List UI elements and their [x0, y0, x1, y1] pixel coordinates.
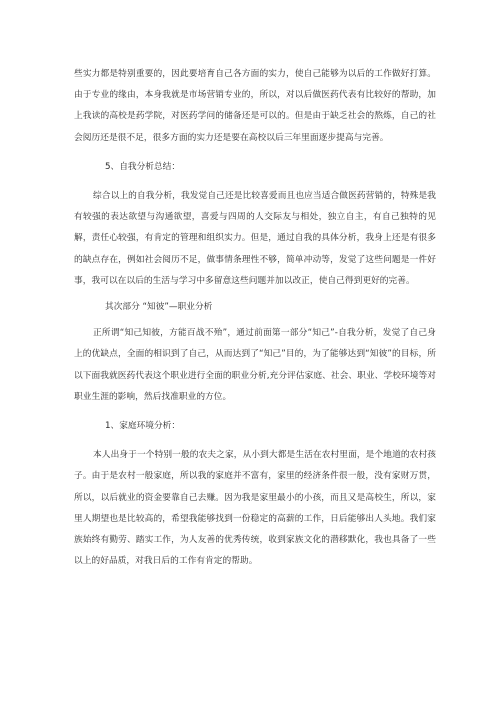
- heading-self-analysis-summary: 5、自我分析总结：: [105, 161, 181, 172]
- document-body: [74, 64, 436, 572]
- heading-family-environment: 1、家庭环境分析：: [105, 421, 181, 432]
- paragraph-career-analysis-intro: 正所谓“知己知彼，方能百战不殆”，通过前面第一部分“知己”-自我分析，发觉了自己身上的优缺点，全面的相识到了自己，从而达到了“知己”目的，为了能够达到“知彼”的目标，所以下面我就医药代表这个职业进行全面的职业分析,充分评估家庭、社会、职业、学校环境等对职业生涯的影响，然后找准职业的方位。: [74, 328, 436, 402]
- paragraph-family-environment: 本人出身于一个特别一般的农夫之家，从小到大都是生活在农村里面，是个地道的农村孩子。由于是农村一般家庭，所以我的家庭并不富有，家里的经济条件很一般，没有家财万贯，所以，以后就业的资金要靠自己去赚。因为我是家里最小的小孩，而且又是高校生，所以，家里人期望也是比较高的，希望我能够找到一份稳定的高薪的工作，日后能够出人头地。我们家族始终有勤劳、踏实工作，为人友善的优秀传统，收到家族文化的潜移默化，我也具备了一些以上的好品质，对我日后的工作有肯定的帮助。: [74, 450, 436, 567]
- paragraph-self-analysis-summary: 综合以上的自我分析，我发觉自己还是比较喜爱而且也应当适合做医药营销的，特殊是我有较强的表达欲望与沟通欲望，喜爱与四周的人交际友与相处，独立自主，有自己独特的见解，责任心较强，有肯定的管理和组织实力。但是，通过自我的具体分析，我身上还是有很多的缺点存在，例如社会阅历不足，做事情条理性不够，简单冲动等，发觉了这些问题是一件好事，我可以在以后的生活与学习中多留意这些问题并加以改正，使自己得到更好的完善。: [74, 191, 436, 286]
- heading-career-analysis: 其次部分 “知彼”—职业分析: [105, 302, 213, 313]
- paragraph-strengths-continued: 些实力都是特别重要的，因此要培育自己各方面的实力，使自己能够为以后的工作做好打算。由于专业的缘由，本身我就是市场营销专业的，所以，对以后做医药代表有比较好的帮助，加上我读的高校是药学院，对医药学问的储备还是可以的。但是由于缺乏社会的熬炼，自己的社会阅历还是很不足，很多方面的实力还是要在高校以后三年里面逐步提高与完善。: [74, 69, 436, 143]
